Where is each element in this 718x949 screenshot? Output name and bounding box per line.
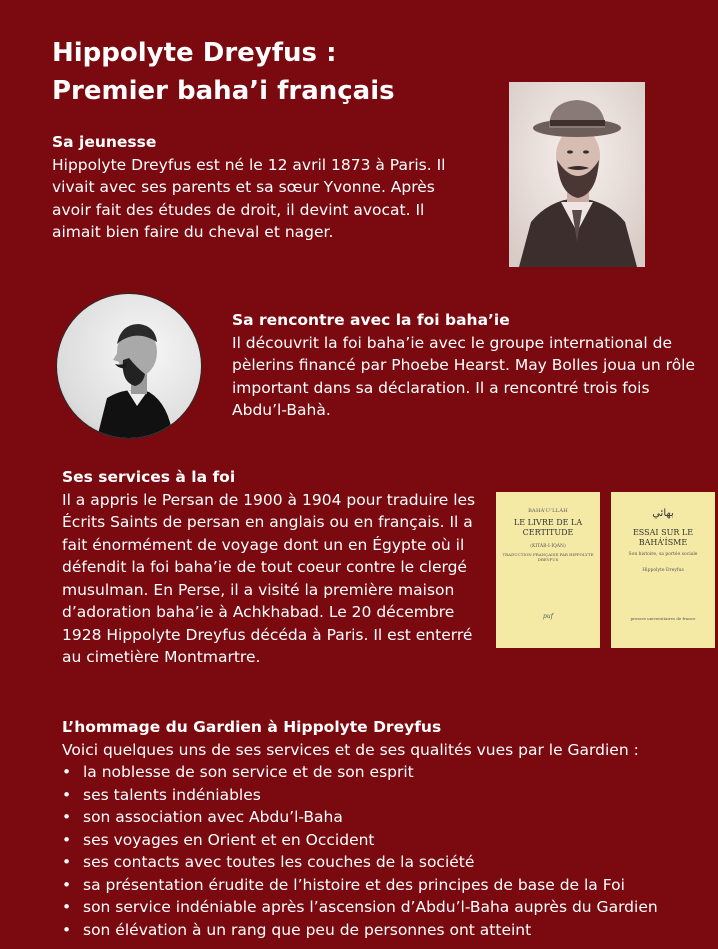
section-rencontre: [232, 309, 702, 422]
list-item: [62, 896, 712, 919]
book2-title: ESSAI SUR LE BAHÁ’ÍSME: [632, 528, 694, 547]
book2-publisher: presses universitaires de france: [630, 616, 696, 621]
section-services: [62, 466, 487, 669]
section-services-text: Il a appris le Persan de 1900 à 1904 pour traduire les Écrits Saints de persan en anglais ou en français. Il a fait énormément de voyage dont un en Égypte où il défendit la foi baha’ie de tout coeur contre le clergé musulman. En Perse, il a visité la première maison d’adoration baha’ie à Achkhabad. Le 20 décembre 1928 Hippolyte Dreyfus décéda à Paris. Il est enterré au cimetière Montmartre.: [62, 490, 476, 666]
list-item: [62, 829, 712, 852]
section-hommage-intro: Voici quelques uns de ses services et de ses qualités vues par le Gardien :: [62, 740, 639, 759]
section-hommage: [62, 716, 712, 941]
list-item: [62, 784, 712, 807]
list-item: [62, 761, 712, 784]
bullet-icon: •: [62, 920, 72, 939]
book2-author: Hippolyte Dreyfus: [642, 568, 684, 573]
book-cover-livre-certitude: [496, 492, 600, 648]
list-item-text: son association avec Abdu’l-Baha: [83, 808, 343, 826]
list-item-text: ses contacts avec toutes les couches de la société: [83, 853, 475, 871]
portrait-hat-illustration: [509, 82, 645, 267]
section-rencontre-text: Il découvrit la foi baha’ie avec le groupe international de pèlerins financé par Phoebe Hearst. May Bolles joua un rôle important dans sa déclaration. Il a rencontré trois fois Abdu’l-Bahà.: [232, 333, 696, 419]
section-rencontre-heading: Sa rencontre avec la foi baha’ie: [232, 311, 510, 329]
section-jeunesse-text: Hippolyte Dreyfus est né le 12 avril 1873 à Paris. Il vivait avec ses parents et sa sœur Yvonne. Après avoir fait des études de droit, il devint avocat. Il aimait bien faire du cheval et nager.: [52, 155, 446, 241]
page-title: [52, 34, 395, 110]
bullet-icon: •: [62, 785, 72, 804]
portrait-photo-hat: [509, 82, 645, 267]
list-item-text: sa présentation érudite de l’histoire et des principes de base de la Foi: [83, 875, 625, 894]
bullet-icon: •: [62, 898, 72, 916]
book1-author: BAHÁ’U’LLÁH: [528, 508, 568, 514]
bullet-icon: •: [62, 763, 72, 781]
book-cover-essai-bahaisme: [611, 492, 715, 648]
list-item-text: ses talents indéniables: [83, 785, 261, 804]
list-item: [62, 806, 712, 829]
section-jeunesse: [52, 131, 452, 244]
bullet-icon: •: [62, 808, 72, 826]
list-item-text: son service indéniable après l’ascension d’Abdu’l-Baha auprès du Gardien: [83, 898, 658, 916]
book2-subtitle: Son histoire, sa portée sociale: [628, 552, 698, 557]
portrait-photo-profile: [57, 294, 201, 438]
book1-publisher: puf: [543, 613, 553, 620]
portrait-profile-illustration: [57, 294, 201, 438]
bullet-icon: •: [62, 875, 72, 894]
book1-subtitle: (KITÁB-I-ÍQÁN): [530, 544, 566, 549]
book1-translation: TRADUCTION FRANÇAISE PAR HIPPOLYTE DREYFUS: [502, 552, 594, 562]
title-line-2: Premier baha’i français: [52, 76, 395, 106]
list-item: [62, 874, 712, 897]
book1-title: LE LIVRE DE LA CERTITUDE: [513, 518, 583, 537]
list-item: [62, 919, 712, 942]
book2-calligraphy-glyph: بهائي: [652, 508, 674, 519]
list-item-text: la noblesse de son service et de son esprit: [83, 763, 414, 781]
section-hommage-heading: L’hommage du Gardien à Hippolyte Dreyfus: [62, 718, 442, 736]
bullet-icon: •: [62, 830, 72, 849]
bullet-icon: •: [62, 853, 72, 871]
list-item: [62, 851, 712, 874]
list-item-text: son élévation à un rang que peu de personnes ont atteint: [83, 920, 532, 939]
section-services-heading: Ses services à la foi: [62, 468, 236, 486]
section-jeunesse-heading: Sa jeunesse: [52, 133, 157, 151]
list-item-text: ses voyages en Orient et en Occident: [83, 830, 375, 849]
title-line-1: Hippolyte Dreyfus :: [52, 38, 337, 68]
hommage-list: [62, 761, 712, 941]
